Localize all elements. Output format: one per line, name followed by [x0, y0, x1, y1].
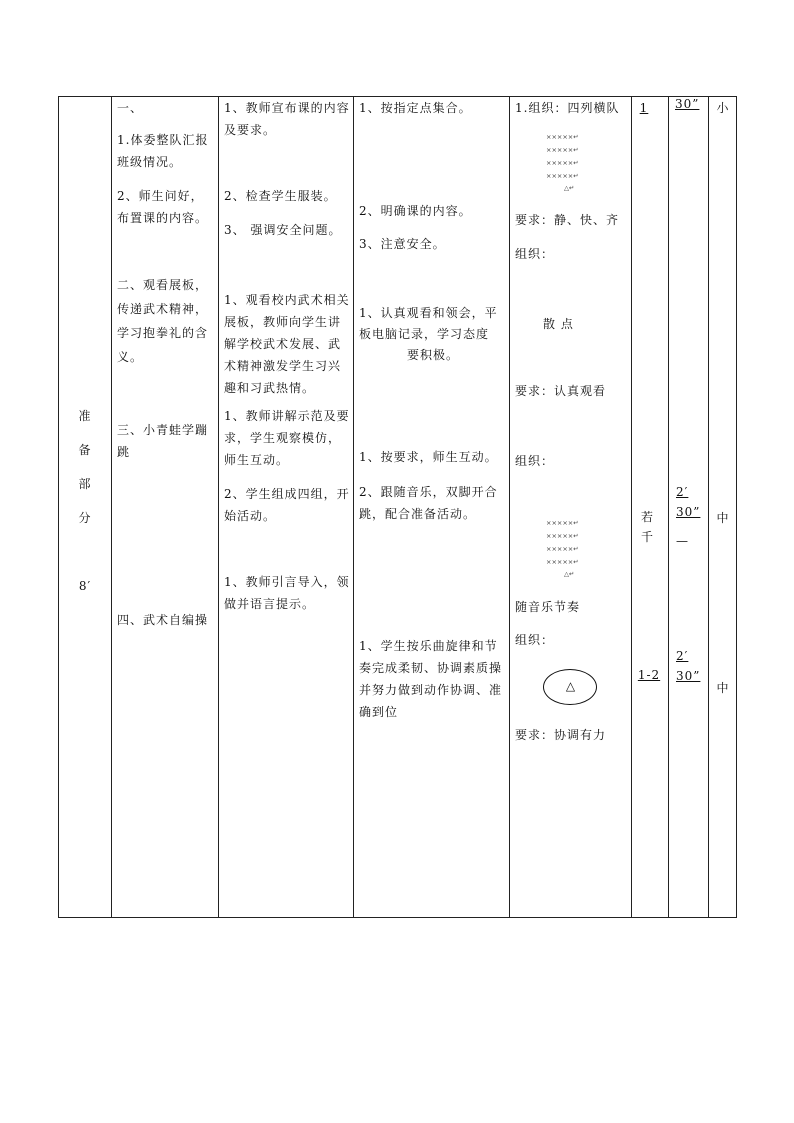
section-char: 部: [78, 477, 92, 491]
content-item3: 三、小青蛙学蹦跳: [117, 423, 209, 459]
student-a2: 2、明确课的内容。: [359, 204, 472, 218]
content-item1-sub2: 2、师生问好，布置课的内容。: [117, 189, 209, 225]
times-1: 1: [639, 101, 649, 115]
teacher-triangle-icon: △: [565, 679, 576, 693]
formation-teacher: △↵: [564, 184, 575, 192]
duration-3-min: 2′: [676, 649, 689, 663]
formation-teacher: △↵: [564, 570, 575, 578]
student-a3: 3、注意安全。: [359, 237, 446, 251]
duration-2-dash: —: [676, 534, 689, 548]
student-b1-line2: 板电脑记录，学习态度: [359, 327, 490, 341]
duration-3-sec: 30”: [676, 669, 701, 683]
teacher-c1: 1、教师讲解示范及要求，学生观察模仿，师生互动。: [224, 409, 350, 467]
formation-row: ×××××↵: [546, 532, 579, 540]
section-time: 8′: [78, 579, 92, 593]
section-char: 分: [78, 511, 92, 525]
teacher-b1: 1、观看校内武术相关展板，教师向学生讲解学校武术发展、武术精神激发学生习兴趣和习武热情。: [224, 293, 350, 395]
duration-1: 30”: [675, 97, 700, 111]
teacher-d1: 1、教师引言导入，领做并语言提示。: [224, 575, 350, 611]
col-divider: [631, 97, 632, 917]
org-c-title: 组织：: [515, 454, 555, 468]
teacher-a1: 1、教师宣布课的内容及要求。: [224, 101, 350, 137]
org-c-music: 随音乐节奏: [515, 600, 581, 614]
col-divider: [509, 97, 510, 917]
student-c2: 2、跟随音乐，双脚开合跳，配合准备活动。: [359, 485, 498, 521]
org-b-form: 散 点: [543, 317, 574, 331]
org-b-req: 要求：认真观看: [515, 384, 607, 398]
formation-row: ×××××↵: [546, 172, 579, 180]
intensity-3: 中: [716, 681, 730, 695]
intensity-2: 中: [716, 511, 730, 525]
section-char: 准: [78, 409, 92, 423]
content-item1-sub1: 1.体委整队汇报班级情况。: [117, 133, 209, 169]
formation-row: ×××××↵: [546, 519, 579, 527]
content-item1-head: 一、: [117, 101, 144, 115]
formation-row: ×××××↵: [546, 146, 579, 154]
org-b-title: 组织：: [515, 247, 555, 261]
formation-row: ×××××↵: [546, 558, 579, 566]
lesson-table: [58, 96, 737, 918]
student-b1-line1: 1、认真观看和领会，平: [359, 306, 498, 320]
org-a-req: 要求：静、快、齐: [515, 213, 620, 227]
formation-row: ×××××↵: [546, 545, 579, 553]
section-char: 备: [78, 443, 92, 457]
student-c1: 1、按要求，师生互动。: [359, 450, 498, 464]
content-item4: 四、武术自编操: [117, 613, 209, 627]
col-divider: [111, 97, 112, 917]
student-b1-line3: 要积极。: [406, 348, 459, 362]
intensity-1: 小: [716, 101, 730, 115]
student-d1: 1、学生按乐曲旋律和节奏完成柔韧、协调素质操并努力做到动作协调、准确到位: [359, 639, 503, 719]
formation-row: ×××××↵: [546, 159, 579, 167]
org-a-title: 1.组织：四列横队: [515, 101, 620, 115]
times-2: 若千: [641, 510, 655, 544]
col-divider: [218, 97, 219, 917]
duration-2-min: 2′: [676, 485, 689, 499]
duration-2-sec: 30”: [676, 505, 701, 519]
teacher-c2: 2、学生组成四组，开始活动。: [224, 487, 350, 523]
formation-row: ×××××↵: [546, 133, 579, 141]
col-divider: [353, 97, 354, 917]
org-d-req: 要求：协调有力: [515, 728, 607, 742]
teacher-a2: 2、检查学生服装。: [224, 189, 337, 203]
student-a1: 1、按指定点集合。: [359, 101, 472, 115]
times-3: 1-2: [637, 668, 661, 682]
content-item2: 二、观看展板，传递武术精神，学习抱拳礼的含义。: [117, 278, 209, 364]
col-divider: [668, 97, 669, 917]
org-d-title: 组织：: [515, 633, 555, 647]
teacher-a3: 3、 强调安全问题。: [224, 223, 342, 237]
